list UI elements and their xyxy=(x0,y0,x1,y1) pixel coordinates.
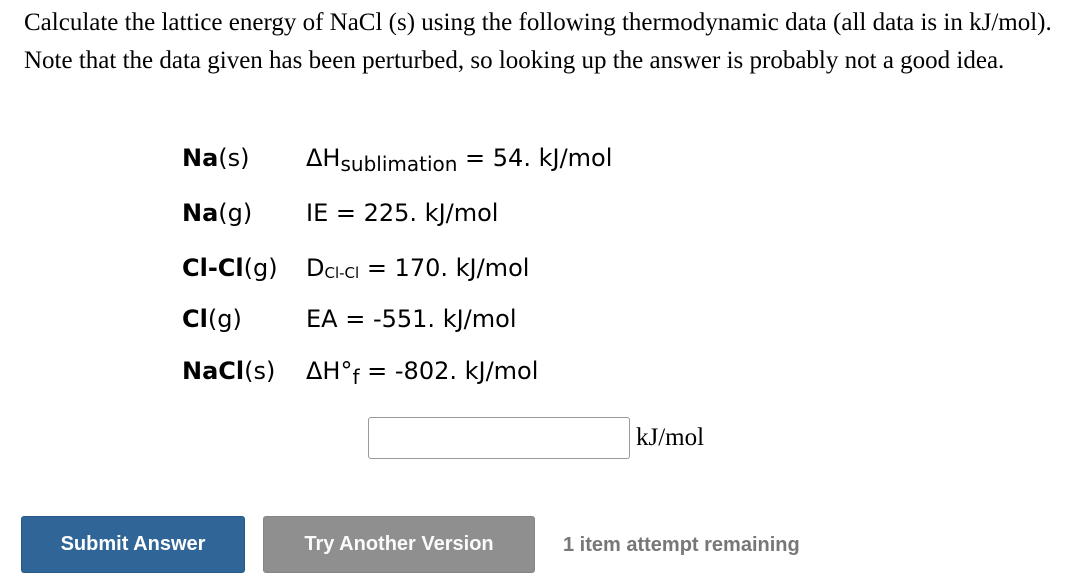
thermo-expression: DCl-Cl = 170. kJ/mol xyxy=(306,254,530,282)
thermo-expression: IE = 225. kJ/mol xyxy=(306,199,499,227)
species-label: Na(s) xyxy=(182,144,250,172)
species-label: Na(g) xyxy=(182,199,253,227)
attempts-remaining-text: 1 item attempt remaining xyxy=(563,534,800,556)
thermo-expression: $\Delta H_{sublimation} = 54$. kJ/mol xyxy=(306,144,613,176)
answer-unit-label: kJ/mol xyxy=(636,424,705,451)
species-label: NaCl(s) xyxy=(182,357,276,385)
thermo-expression: EA = -551. kJ/mol xyxy=(306,305,517,333)
species-label: Cl(g) xyxy=(182,305,242,333)
try-another-version-button[interactable]: Try Another Version xyxy=(263,516,535,573)
answer-input[interactable] xyxy=(368,417,630,459)
submit-answer-button[interactable]: Submit Answer xyxy=(21,516,245,573)
species-label: Cl-Cl(g) xyxy=(182,254,278,282)
question-text: Calculate the lattice energy of NaCl (s) using the following thermodynamic data (all data is in kJ/mol). Note that the data given has been perturbed, so looking up the answer is probably not a good idea. xyxy=(24,9,1052,74)
thermo-expression: $\Delta H^\circ_f = -802$. kJ/mol xyxy=(306,357,539,389)
